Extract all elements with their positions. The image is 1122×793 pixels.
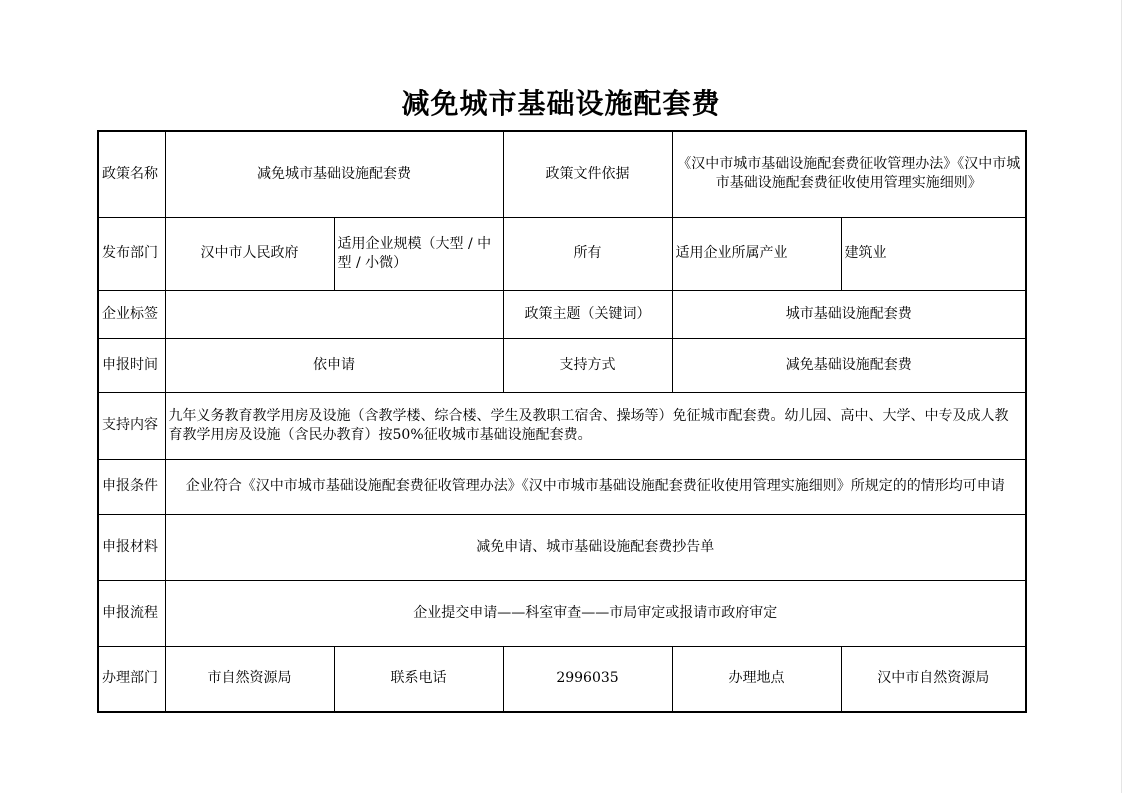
condition-value: 企业符合《汉中市城市基础设施配套费征收管理办法》《汉中市城市基础设施配套费征收使用管理实施细则》所规定的的情形均可申请 [165,459,1026,514]
process-label: 申报流程 [98,580,165,646]
tag-value [165,290,503,338]
scale-label: 适用企业规模（大型 / 中型 / 小微） [334,217,503,290]
phone-value: 2996035 [503,646,672,712]
row-office [98,646,1026,712]
policy-table [97,130,1027,713]
publisher-value: 汉中市人民政府 [165,217,334,290]
industry-label: 适用企业所属产业 [672,217,841,290]
process-value: 企业提交申请——科室审查——市局审定或报请市政府审定 [165,580,1026,646]
row-materials [98,514,1026,580]
content-value: 九年义务教育教学用房及设施（含教学楼、综合楼、学生及教职工宿舍、操场等）免征城市配套费。幼儿园、高中、大学、中专及成人教育教学用房及设施（含民办教育）按50%征收城市基础设施配套费。 [165,392,1026,459]
topic-label: 政策主题（关键词） [503,290,672,338]
office-value: 市自然资源局 [165,646,334,712]
topic-value: 城市基础设施配套费 [672,290,1026,338]
row-policy-name [98,131,1026,217]
time-label: 申报时间 [98,338,165,392]
method-label: 支持方式 [503,338,672,392]
method-value: 减免基础设施配套费 [672,338,1026,392]
address-value: 汉中市自然资源局 [841,646,1026,712]
materials-label: 申报材料 [98,514,165,580]
condition-label: 申报条件 [98,459,165,514]
row-tag [98,290,1026,338]
policy-name-value: 减免城市基础设施配套费 [165,131,503,217]
scale-value: 所有 [503,217,672,290]
policy-doc-value: 《汉中市城市基础设施配套费征收管理办法》《汉中市城市基础设施配套费征收使用管理实施细则》 [672,131,1026,217]
materials-value: 减免申请、城市基础设施配套费抄告单 [165,514,1026,580]
publisher-label: 发布部门 [98,217,165,290]
page-title: 减免城市基础设施配套费 [401,87,721,120]
policy-name-label: 政策名称 [98,131,165,217]
industry-value: 建筑业 [841,217,1026,290]
address-label: 办理地点 [672,646,841,712]
row-content [98,392,1026,459]
row-process [98,580,1026,646]
row-condition [98,459,1026,514]
office-label: 办理部门 [98,646,165,712]
policy-doc-label: 政策文件依据 [503,131,672,217]
tag-label: 企业标签 [98,290,165,338]
row-time [98,338,1026,392]
content-label: 支持内容 [98,392,165,459]
phone-label: 联系电话 [334,646,503,712]
row-publisher [98,217,1026,290]
time-value: 依申请 [165,338,503,392]
